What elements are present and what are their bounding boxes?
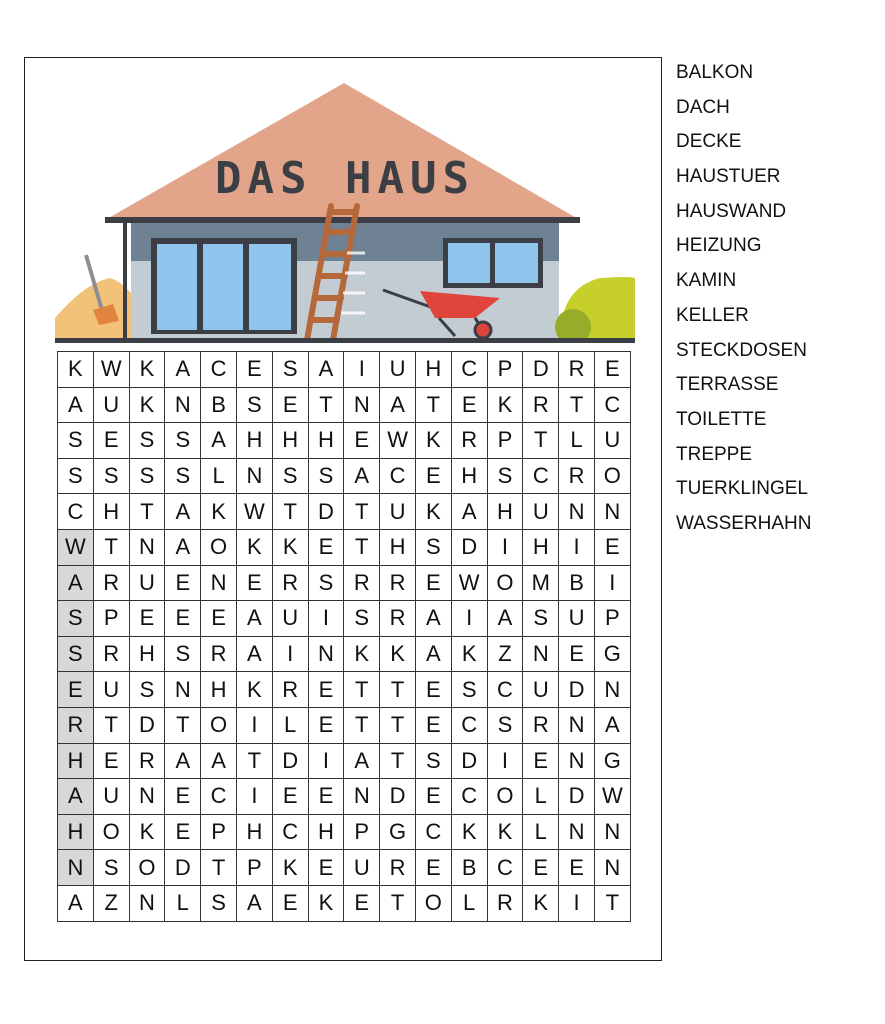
- grid-cell[interactable]: G: [594, 743, 630, 779]
- grid-row: [58, 707, 631, 743]
- grid-cell[interactable]: N: [594, 672, 630, 708]
- grid-cell[interactable]: K: [129, 387, 165, 423]
- grid-cell[interactable]: A: [201, 423, 237, 459]
- grid-cell[interactable]: C: [272, 814, 308, 850]
- grid-cell[interactable]: E: [165, 601, 201, 637]
- grid-cell[interactable]: A: [344, 458, 380, 494]
- grid-cell[interactable]: H: [487, 494, 523, 530]
- grid-cell[interactable]: E: [129, 601, 165, 637]
- grid-cell[interactable]: E: [201, 601, 237, 637]
- grid-cell[interactable]: R: [272, 565, 308, 601]
- grid-row: [58, 529, 631, 565]
- grid-cell[interactable]: E: [308, 707, 344, 743]
- house-illustration: [55, 78, 635, 343]
- grid-cell[interactable]: S: [236, 387, 272, 423]
- grid-cell[interactable]: T: [308, 387, 344, 423]
- grid-row: [58, 885, 631, 921]
- grid-cell[interactable]: A: [236, 885, 272, 921]
- grid-cell[interactable]: A: [165, 494, 201, 530]
- grid-cell[interactable]: B: [559, 565, 595, 601]
- grid-cell[interactable]: C: [380, 458, 416, 494]
- grid-cell[interactable]: S: [415, 743, 451, 779]
- grid-cell[interactable]: K: [201, 494, 237, 530]
- grid-cell[interactable]: P: [487, 352, 523, 388]
- word-list-item: TOILETTE: [676, 408, 767, 430]
- grid-row: [58, 672, 631, 708]
- grid-cell[interactable]: Z: [93, 885, 129, 921]
- grid-cell[interactable]: D: [308, 494, 344, 530]
- grid-cell[interactable]: I: [487, 529, 523, 565]
- grid-cell[interactable]: E: [272, 779, 308, 815]
- grid-cell[interactable]: O: [415, 885, 451, 921]
- grid-cell[interactable]: E: [93, 423, 129, 459]
- grid-cell[interactable]: N: [165, 387, 201, 423]
- grid-cell[interactable]: L: [523, 814, 559, 850]
- grid-row: [58, 494, 631, 530]
- grid-cell[interactable]: N: [165, 672, 201, 708]
- grid-cell[interactable]: E: [415, 672, 451, 708]
- grid-cell[interactable]: U: [129, 565, 165, 601]
- grid-cell[interactable]: K: [129, 814, 165, 850]
- grid-cell[interactable]: T: [165, 707, 201, 743]
- grid-cell[interactable]: R: [523, 387, 559, 423]
- grid-cell[interactable]: D: [523, 352, 559, 388]
- grid-cell[interactable]: K: [236, 529, 272, 565]
- grid-cell[interactable]: A: [58, 565, 94, 601]
- grid-cell[interactable]: E: [236, 565, 272, 601]
- grid-cell[interactable]: A: [344, 743, 380, 779]
- grid-cell[interactable]: C: [201, 352, 237, 388]
- grid-cell[interactable]: U: [380, 352, 416, 388]
- grid-cell[interactable]: R: [380, 565, 416, 601]
- word-list-item: TERRASSE: [676, 374, 779, 396]
- grid-cell[interactable]: S: [93, 850, 129, 886]
- grid-cell[interactable]: S: [487, 707, 523, 743]
- grid-cell[interactable]: E: [308, 850, 344, 886]
- grid-cell[interactable]: L: [451, 885, 487, 921]
- grid-cell[interactable]: U: [93, 672, 129, 708]
- grid-cell[interactable]: P: [201, 814, 237, 850]
- grid-cell[interactable]: S: [58, 458, 94, 494]
- grid-cell[interactable]: S: [308, 565, 344, 601]
- grid-cell[interactable]: U: [523, 494, 559, 530]
- grid-cell[interactable]: U: [380, 494, 416, 530]
- grid-cell[interactable]: D: [559, 672, 595, 708]
- grid-cell[interactable]: E: [308, 779, 344, 815]
- grid-row: [58, 814, 631, 850]
- grid-cell[interactable]: N: [559, 814, 595, 850]
- grid-cell[interactable]: H: [308, 423, 344, 459]
- grid-cell[interactable]: N: [129, 529, 165, 565]
- grid-cell[interactable]: L: [165, 885, 201, 921]
- grid-cell[interactable]: E: [272, 387, 308, 423]
- grid-cell[interactable]: A: [415, 636, 451, 672]
- grid-cell[interactable]: H: [272, 423, 308, 459]
- grid-cell[interactable]: U: [93, 387, 129, 423]
- grid-cell[interactable]: H: [129, 636, 165, 672]
- grid-cell[interactable]: W: [93, 352, 129, 388]
- grid-cell[interactable]: N: [559, 743, 595, 779]
- window-large: [151, 238, 297, 334]
- grid-cell[interactable]: R: [272, 672, 308, 708]
- grid-cell[interactable]: R: [451, 423, 487, 459]
- grid-cell[interactable]: N: [559, 707, 595, 743]
- grid-cell[interactable]: H: [236, 814, 272, 850]
- grid-cell[interactable]: T: [415, 387, 451, 423]
- grid-cell[interactable]: H: [58, 814, 94, 850]
- grid-cell[interactable]: P: [594, 601, 630, 637]
- grid-cell[interactable]: N: [344, 387, 380, 423]
- grid-row: [58, 458, 631, 494]
- grid-cell[interactable]: T: [344, 529, 380, 565]
- grid-cell[interactable]: P: [487, 423, 523, 459]
- grid-cell[interactable]: S: [129, 458, 165, 494]
- word-list-item: TUERKLINGEL: [676, 478, 808, 500]
- grid-row: [58, 779, 631, 815]
- grid-cell[interactable]: A: [165, 529, 201, 565]
- grid-cell[interactable]: S: [58, 423, 94, 459]
- grid-cell[interactable]: D: [451, 529, 487, 565]
- grid-cell[interactable]: R: [93, 565, 129, 601]
- letter-grid: [57, 351, 631, 922]
- grid-cell[interactable]: E: [236, 352, 272, 388]
- grid-cell[interactable]: D: [451, 743, 487, 779]
- word-list-item: HAUSTUER: [676, 166, 781, 188]
- grid-cell[interactable]: E: [272, 885, 308, 921]
- grid-row: [58, 850, 631, 886]
- grid-cell[interactable]: N: [58, 850, 94, 886]
- grid-cell[interactable]: S: [165, 636, 201, 672]
- grid-cell[interactable]: U: [559, 601, 595, 637]
- grid-cell[interactable]: A: [451, 494, 487, 530]
- grid-cell[interactable]: C: [487, 672, 523, 708]
- word-list-item: HEIZUNG: [676, 235, 762, 257]
- word-list-item: KELLER: [676, 304, 749, 326]
- grid-cell[interactable]: E: [344, 885, 380, 921]
- grid-cell[interactable]: R: [93, 636, 129, 672]
- grid-cell[interactable]: N: [236, 458, 272, 494]
- grid-cell[interactable]: K: [344, 636, 380, 672]
- word-list-item: DACH: [676, 96, 730, 118]
- grid-cell[interactable]: R: [559, 352, 595, 388]
- word-list-item: HAUSWAND: [676, 200, 787, 222]
- grid-cell[interactable]: M: [523, 565, 559, 601]
- grid-cell[interactable]: O: [93, 814, 129, 850]
- grid-cell[interactable]: E: [308, 529, 344, 565]
- grid-cell[interactable]: U: [93, 779, 129, 815]
- grid-cell[interactable]: H: [523, 529, 559, 565]
- grid-cell[interactable]: K: [272, 529, 308, 565]
- grid-cell[interactable]: N: [594, 814, 630, 850]
- grid-cell[interactable]: A: [201, 743, 237, 779]
- grid-cell[interactable]: K: [380, 636, 416, 672]
- grid-cell[interactable]: I: [344, 352, 380, 388]
- grid-cell[interactable]: A: [415, 601, 451, 637]
- grid-cell[interactable]: I: [594, 565, 630, 601]
- grid-cell[interactable]: N: [559, 494, 595, 530]
- grid-cell[interactable]: C: [487, 850, 523, 886]
- grid-cell[interactable]: S: [165, 423, 201, 459]
- grid-cell[interactable]: S: [272, 458, 308, 494]
- grid-cell[interactable]: S: [129, 423, 165, 459]
- grid-cell[interactable]: A: [236, 601, 272, 637]
- grid-cell[interactable]: T: [344, 494, 380, 530]
- grid-cell[interactable]: T: [129, 494, 165, 530]
- grid-cell[interactable]: R: [129, 743, 165, 779]
- grid-cell[interactable]: W: [451, 565, 487, 601]
- grid-cell[interactable]: W: [236, 494, 272, 530]
- grid-cell[interactable]: E: [308, 672, 344, 708]
- grid-cell[interactable]: A: [58, 387, 94, 423]
- grid-cell[interactable]: D: [272, 743, 308, 779]
- grid-cell[interactable]: S: [487, 458, 523, 494]
- grid-cell[interactable]: I: [308, 743, 344, 779]
- grid-cell[interactable]: W: [380, 423, 416, 459]
- grid-cell[interactable]: A: [594, 707, 630, 743]
- grid-cell[interactable]: R: [523, 707, 559, 743]
- grid-cell[interactable]: N: [308, 636, 344, 672]
- grid-cell[interactable]: D: [165, 850, 201, 886]
- grid-cell[interactable]: U: [272, 601, 308, 637]
- grid-cell[interactable]: N: [523, 636, 559, 672]
- grid-cell[interactable]: R: [201, 636, 237, 672]
- grid-cell[interactable]: S: [58, 601, 94, 637]
- grid-cell[interactable]: S: [93, 458, 129, 494]
- grid-cell[interactable]: C: [415, 814, 451, 850]
- grid-cell[interactable]: E: [594, 352, 630, 388]
- grid-cell[interactable]: S: [523, 601, 559, 637]
- grid-cell[interactable]: N: [594, 850, 630, 886]
- grid-cell[interactable]: T: [380, 743, 416, 779]
- grid-cell[interactable]: D: [380, 779, 416, 815]
- grid-cell[interactable]: U: [344, 850, 380, 886]
- grid-cell[interactable]: A: [380, 387, 416, 423]
- grid-cell[interactable]: T: [201, 850, 237, 886]
- grid-row: [58, 423, 631, 459]
- grid-cell[interactable]: T: [236, 743, 272, 779]
- grid-cell[interactable]: I: [236, 707, 272, 743]
- grid-cell[interactable]: T: [344, 707, 380, 743]
- grid-cell[interactable]: E: [594, 529, 630, 565]
- grid-cell[interactable]: A: [58, 885, 94, 921]
- grid-cell[interactable]: I: [559, 885, 595, 921]
- grid-cell[interactable]: I: [272, 636, 308, 672]
- grid-cell[interactable]: T: [272, 494, 308, 530]
- grid-cell[interactable]: H: [308, 814, 344, 850]
- grid-cell[interactable]: I: [487, 743, 523, 779]
- grid-cell[interactable]: T: [559, 387, 595, 423]
- grid-cell[interactable]: O: [594, 458, 630, 494]
- grid-cell[interactable]: C: [451, 352, 487, 388]
- grid-row: [58, 565, 631, 601]
- grid-cell[interactable]: K: [523, 885, 559, 921]
- grid-row: [58, 636, 631, 672]
- grid-cell[interactable]: E: [451, 387, 487, 423]
- grid-cell[interactable]: T: [380, 672, 416, 708]
- grid-cell[interactable]: E: [58, 672, 94, 708]
- word-list-item: BALKON: [676, 62, 754, 83]
- grid-cell[interactable]: A: [165, 352, 201, 388]
- grid-cell[interactable]: E: [344, 423, 380, 459]
- grid-cell[interactable]: I: [236, 779, 272, 815]
- grid-cell[interactable]: I: [559, 529, 595, 565]
- grid-cell[interactable]: E: [523, 743, 559, 779]
- grid-cell[interactable]: O: [487, 779, 523, 815]
- grid-cell[interactable]: P: [93, 601, 129, 637]
- grid-cell[interactable]: E: [559, 850, 595, 886]
- grid-cell[interactable]: U: [523, 672, 559, 708]
- grid-cell[interactable]: R: [559, 458, 595, 494]
- grid-cell[interactable]: N: [129, 885, 165, 921]
- grid-cell[interactable]: A: [308, 352, 344, 388]
- grid-cell[interactable]: H: [380, 529, 416, 565]
- grid-cell[interactable]: C: [594, 387, 630, 423]
- grid-cell[interactable]: C: [201, 779, 237, 815]
- page-title: DAS HAUS: [215, 153, 475, 204]
- grid-cell[interactable]: I: [308, 601, 344, 637]
- grid-cell[interactable]: K: [236, 672, 272, 708]
- grid-cell[interactable]: K: [308, 885, 344, 921]
- grid-cell[interactable]: S: [58, 636, 94, 672]
- grid-cell[interactable]: S: [272, 352, 308, 388]
- grid-cell[interactable]: K: [272, 850, 308, 886]
- grid-cell[interactable]: E: [523, 850, 559, 886]
- grid-cell[interactable]: K: [451, 636, 487, 672]
- word-list-item: KAMIN: [676, 270, 737, 292]
- grid-cell[interactable]: K: [415, 423, 451, 459]
- grid-cell[interactable]: K: [451, 814, 487, 850]
- grid-row: [58, 352, 631, 388]
- grid-cell[interactable]: R: [380, 601, 416, 637]
- grid-cell[interactable]: E: [165, 814, 201, 850]
- grid-cell[interactable]: N: [594, 494, 630, 530]
- grid-cell[interactable]: T: [344, 672, 380, 708]
- word-list-item: TREPPE: [676, 443, 753, 465]
- grid-cell[interactable]: T: [380, 885, 416, 921]
- grid-cell[interactable]: H: [201, 672, 237, 708]
- grid-cell[interactable]: C: [58, 494, 94, 530]
- grid-cell[interactable]: N: [201, 565, 237, 601]
- grid-cell[interactable]: Z: [487, 636, 523, 672]
- grid-row: [58, 601, 631, 637]
- grid-cell[interactable]: I: [451, 601, 487, 637]
- grid-cell[interactable]: T: [93, 529, 129, 565]
- grid-cell[interactable]: U: [594, 423, 630, 459]
- grid-cell[interactable]: E: [415, 850, 451, 886]
- grid-cell[interactable]: T: [594, 885, 630, 921]
- grid-cell[interactable]: P: [236, 850, 272, 886]
- word-list-item: WASSERHAHN: [676, 512, 812, 534]
- grid-row: [58, 387, 631, 423]
- grid-cell[interactable]: G: [594, 636, 630, 672]
- grid-cell[interactable]: K: [487, 814, 523, 850]
- grid-cell[interactable]: S: [451, 672, 487, 708]
- word-list: [676, 60, 811, 546]
- grid-cell[interactable]: R: [487, 885, 523, 921]
- grid-cell[interactable]: S: [165, 458, 201, 494]
- word-list-item: DECKE: [676, 131, 742, 153]
- grid-cell[interactable]: A: [236, 636, 272, 672]
- grid-cell[interactable]: L: [559, 423, 595, 459]
- grid-cell[interactable]: S: [415, 529, 451, 565]
- grid-cell[interactable]: C: [451, 707, 487, 743]
- grid-cell[interactable]: L: [272, 707, 308, 743]
- grid-cell[interactable]: H: [93, 494, 129, 530]
- grid-cell[interactable]: O: [201, 529, 237, 565]
- grid-cell[interactable]: L: [201, 458, 237, 494]
- grid-cell[interactable]: E: [415, 565, 451, 601]
- grid-cell[interactable]: L: [523, 779, 559, 815]
- grid-cell[interactable]: B: [201, 387, 237, 423]
- grid-cell[interactable]: T: [93, 707, 129, 743]
- grid-row: [58, 743, 631, 779]
- grid-cell[interactable]: K: [58, 352, 94, 388]
- grid-cell[interactable]: A: [487, 601, 523, 637]
- grid-cell[interactable]: E: [415, 779, 451, 815]
- bush-icon: [555, 277, 635, 343]
- grid-cell[interactable]: S: [129, 672, 165, 708]
- grid-cell[interactable]: S: [344, 601, 380, 637]
- word-list-item: STECKDOSEN: [676, 339, 807, 361]
- grid-cell[interactable]: C: [523, 458, 559, 494]
- grid-cell[interactable]: N: [344, 779, 380, 815]
- grid-cell[interactable]: H: [415, 352, 451, 388]
- grid-cell[interactable]: O: [201, 707, 237, 743]
- grid-cell[interactable]: E: [165, 565, 201, 601]
- grid-cell[interactable]: A: [165, 743, 201, 779]
- grid-cell[interactable]: S: [308, 458, 344, 494]
- grid-cell[interactable]: O: [129, 850, 165, 886]
- grid-cell[interactable]: E: [165, 779, 201, 815]
- grid-cell[interactable]: T: [523, 423, 559, 459]
- grid-cell[interactable]: R: [380, 850, 416, 886]
- grid-cell[interactable]: D: [559, 779, 595, 815]
- grid-cell[interactable]: E: [415, 458, 451, 494]
- grid-cell[interactable]: S: [201, 885, 237, 921]
- window-small: [443, 238, 543, 288]
- grid-cell[interactable]: H: [58, 743, 94, 779]
- grid-cell[interactable]: R: [58, 707, 94, 743]
- grid-cell[interactable]: H: [236, 423, 272, 459]
- grid-cell[interactable]: E: [93, 743, 129, 779]
- grid-cell[interactable]: D: [129, 707, 165, 743]
- grid-cell[interactable]: R: [344, 565, 380, 601]
- grid-cell[interactable]: W: [594, 779, 630, 815]
- grid-cell[interactable]: W: [58, 529, 94, 565]
- grid-cell[interactable]: T: [380, 707, 416, 743]
- grid-cell[interactable]: H: [451, 458, 487, 494]
- grid-cell[interactable]: C: [451, 779, 487, 815]
- grid-cell[interactable]: K: [129, 352, 165, 388]
- grid-cell[interactable]: B: [451, 850, 487, 886]
- grid-cell[interactable]: N: [129, 779, 165, 815]
- grid-cell[interactable]: K: [415, 494, 451, 530]
- grid-cell[interactable]: O: [487, 565, 523, 601]
- grid-cell[interactable]: E: [415, 707, 451, 743]
- grid-cell[interactable]: P: [344, 814, 380, 850]
- grid-cell[interactable]: A: [58, 779, 94, 815]
- grid-cell[interactable]: G: [380, 814, 416, 850]
- grid-cell[interactable]: E: [559, 636, 595, 672]
- grid-cell[interactable]: K: [487, 387, 523, 423]
